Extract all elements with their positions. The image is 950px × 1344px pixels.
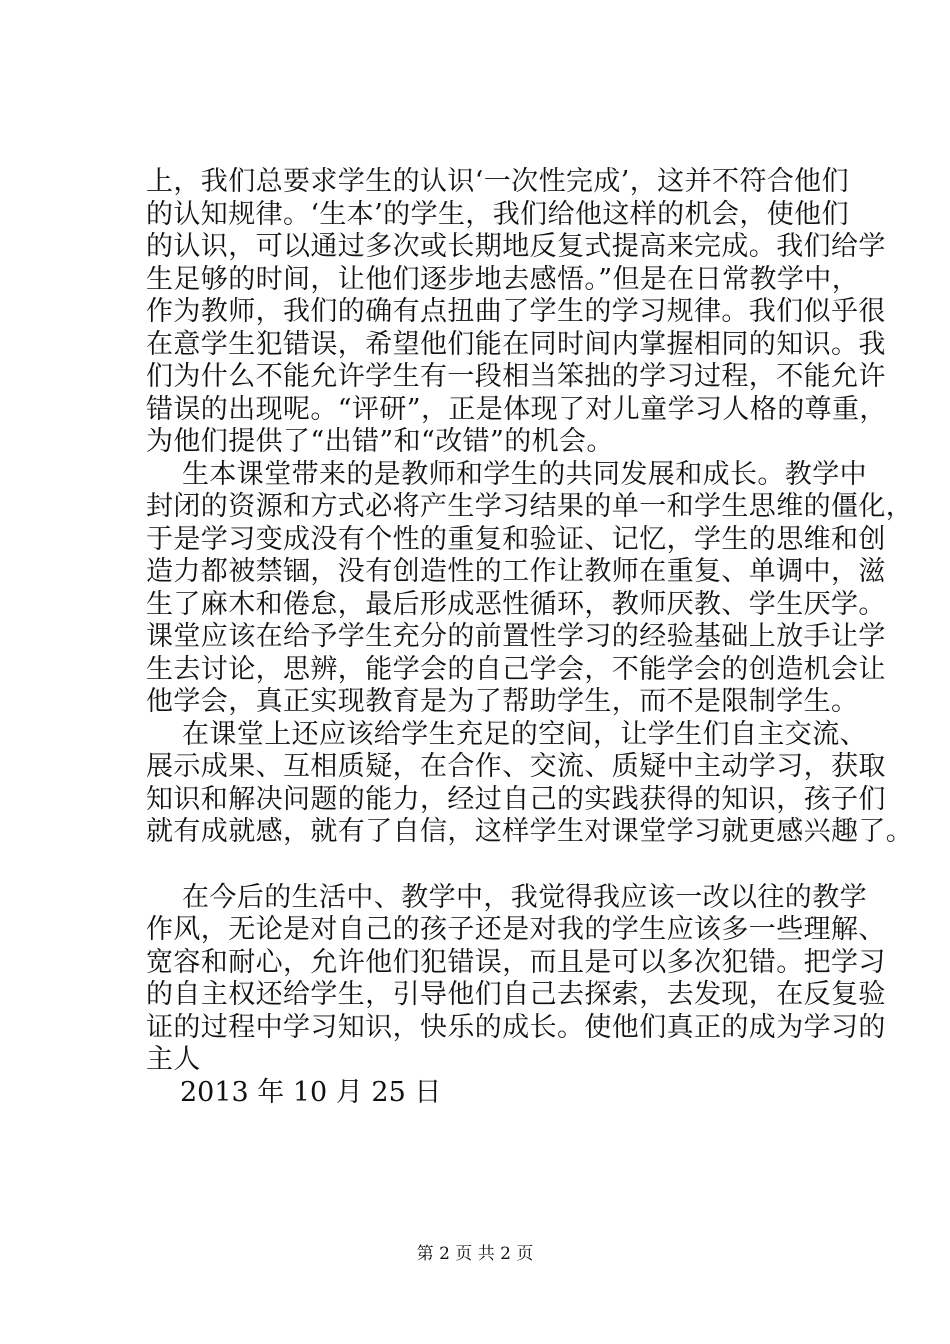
text-line: 知识和解决问题的能力，经过自己的实践获得的知识，孩子们: [146, 783, 886, 815]
paragraph-first-line: 在课堂上还应该给学生充足的空间，让学生们自主交流、: [182, 718, 867, 750]
text-line: 生了麻木和倦怠，最后形成恶性循环，教师厌教、学生厌学。: [146, 588, 886, 620]
text-line: 在意学生犯错误，希望他们能在同时间内掌握相同的知识。我: [146, 328, 886, 360]
text-line: 作风，无论是对自己的孩子还是对我的学生应该多一些理解、: [146, 914, 886, 945]
text-line: 生去讨论，思辨，能学会的自己学会，不能学会的创造机会让: [146, 653, 886, 685]
text-line: 的认知规律。‘生本’的学生，我们给他这样的机会，使他们: [146, 198, 849, 230]
text-line: 的认识，可以通过多次或长期地反复式提高来完成。我们给学: [146, 231, 886, 262]
document-date: 2013 年 10 月 25 日: [180, 1076, 442, 1108]
text-line: 造力都被禁锢，没有创造性的工作让教师在重复、单调中，滋: [146, 556, 886, 587]
text-line: 他学会，真正实现教育是为了帮助学生，而不是限制学生。: [146, 686, 859, 717]
text-line: 证的过程中学习知识，快乐的成长。使他们真正的成为学习的: [146, 1011, 886, 1043]
text-line: 展示成果、互相质疑，在合作、交流、质疑中主动学习，获取: [146, 751, 886, 782]
page-footer: 第 2 页 共 2 页: [416, 1244, 534, 1264]
text-line: 课堂应该在给予学生充分的前置性学习的经验基础上放手让学: [146, 621, 886, 652]
text-line: 们为什么不能允许学生有一段相当笨拙的学习过程，不能允许: [146, 361, 886, 392]
paragraph-first-line: 在今后的生活中、教学中，我觉得我应该一改以往的教学: [182, 881, 867, 913]
text-line: 生足够的时间，让他们逐步地去感悟。”但是在日常教学中，: [146, 263, 860, 295]
text-line: 错误的出现呢。“评研”，正是体现了对儿童学习人格的尊重，: [146, 393, 887, 425]
text-line: 上，我们总要求学生的认识‘一次性完成’，这并不符合他们: [146, 166, 849, 197]
text-line: 主人: [146, 1044, 201, 1075]
paragraph-first-line: 生本课堂带来的是教师和学生的共同发展和成长。教学中: [182, 458, 867, 490]
text-line: 就有成就感，就有了自信，这样学生对课堂学习就更感兴趣了。: [146, 816, 914, 847]
text-line: 封闭的资源和方式必将产生学习结果的单一和学生思维的僵化，: [146, 491, 914, 522]
text-line: 宽容和耐心，允许他们犯错误，而且是可以多次犯错。把学习: [146, 946, 886, 978]
text-line: 为他们提供了“出错”和“改错”的机会。: [146, 426, 614, 457]
text-line: 的自主权还给学生，引导他们自己去探索，去发现，在反复验: [146, 979, 886, 1010]
document-body: [146, 166, 914, 1109]
paragraph-gap: [146, 849, 846, 882]
text-line: 作为教师，我们的确有点扭曲了学生的学习规律。我们似乎很: [146, 296, 886, 327]
text-line: 于是学习变成没有个性的重复和验证、记忆，学生的思维和创: [146, 523, 886, 555]
